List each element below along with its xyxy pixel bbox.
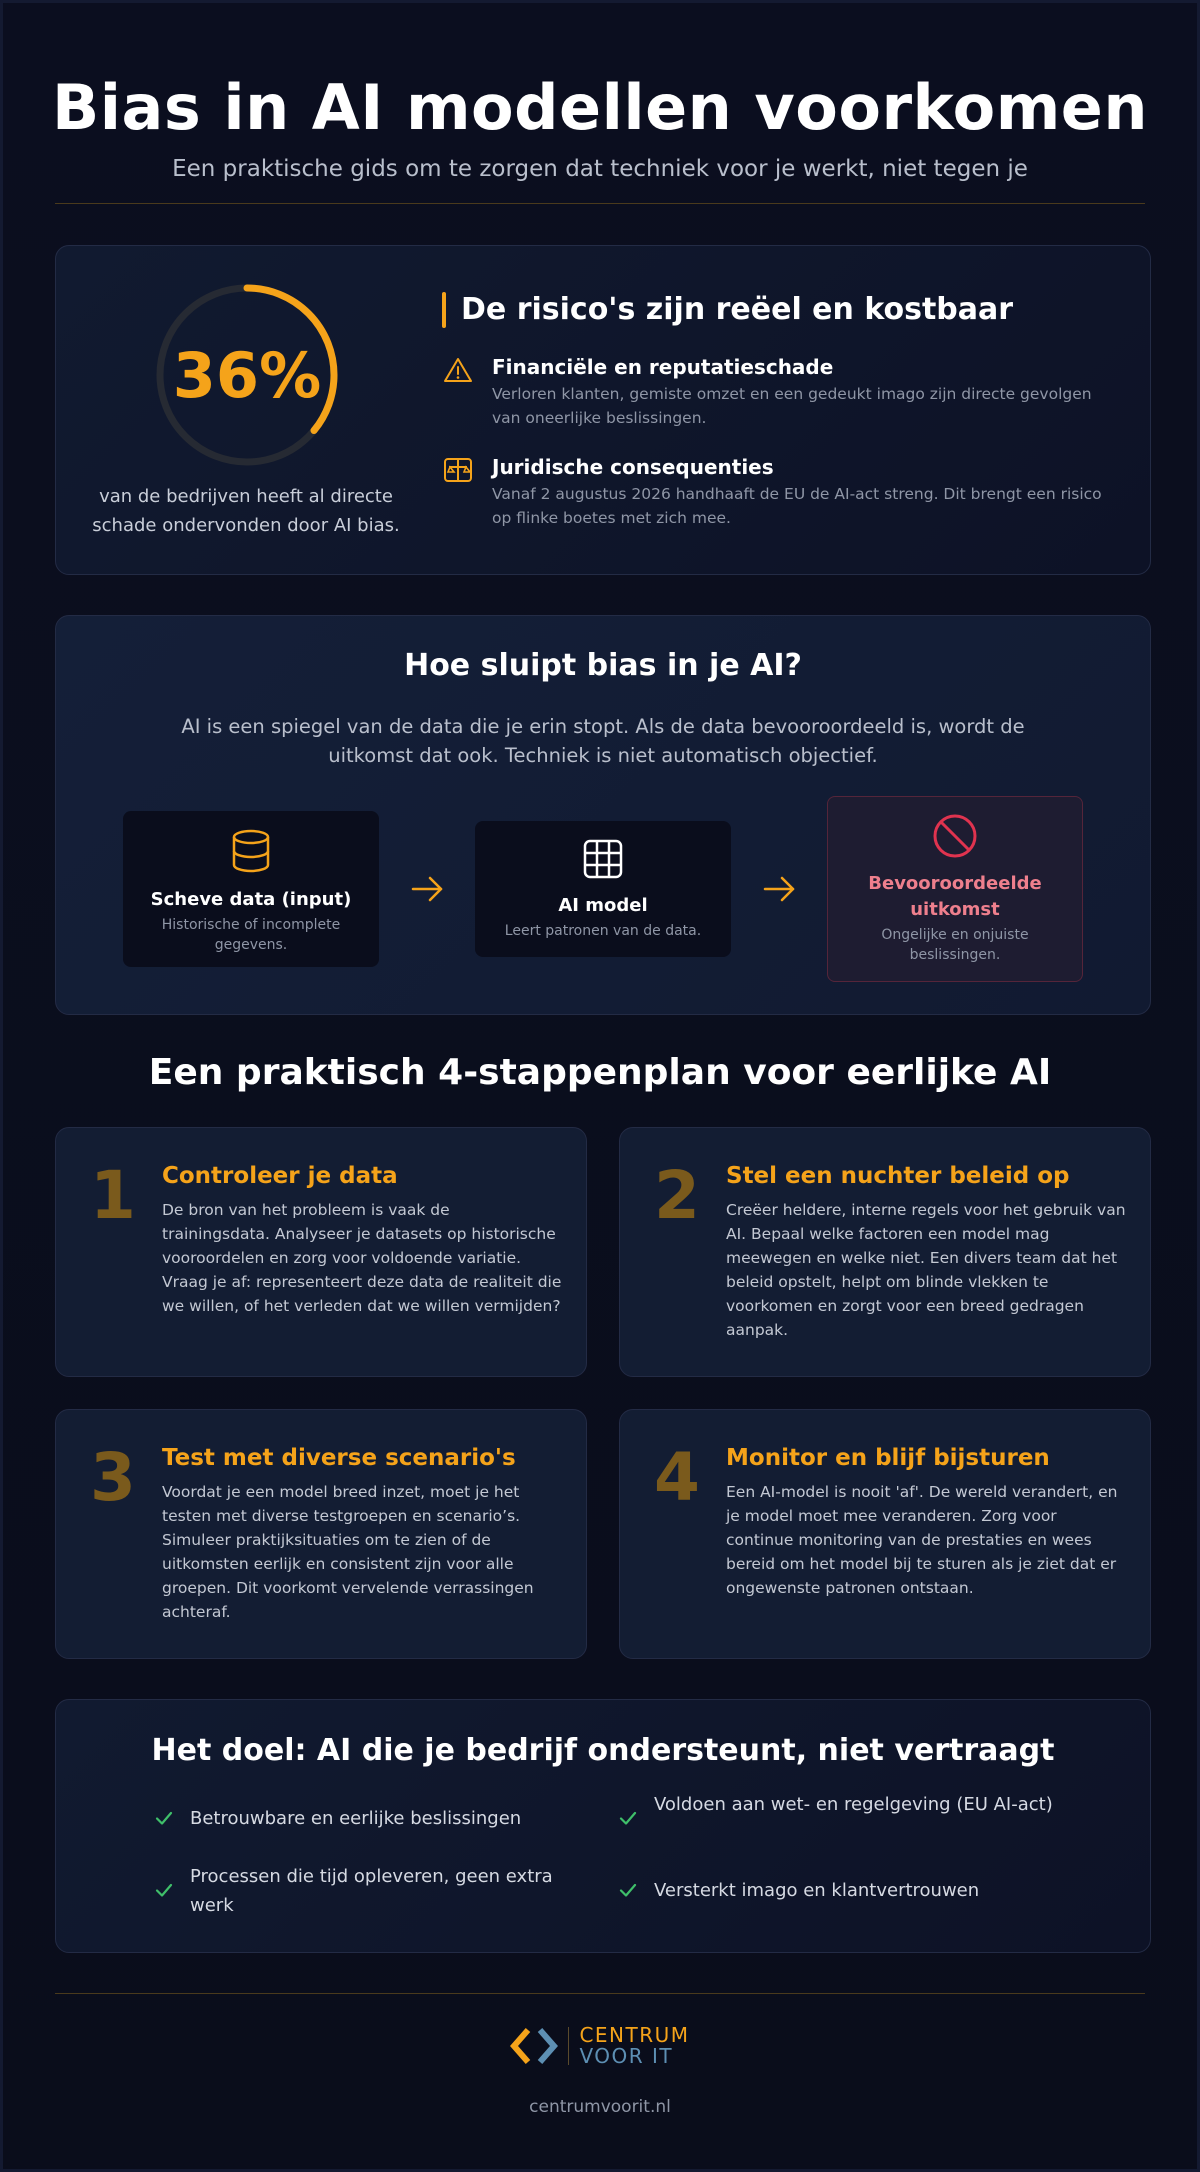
step-title: Test met diverse scenario's bbox=[162, 1445, 516, 1471]
flow-sublabel: Historische of incomplete gegevens. bbox=[161, 917, 341, 953]
flow-sublabel: Ongelijke en onjuiste beslissingen. bbox=[881, 927, 1029, 963]
prohibited-icon bbox=[932, 813, 978, 859]
how-card bbox=[55, 615, 1151, 1015]
goal-item-text: Processen die tijd opleveren, geen extra werk bbox=[190, 1866, 553, 1916]
step-card-2 bbox=[619, 1127, 1151, 1377]
goal-title: Het doel: AI die je bedrijf ondersteunt, niet vertraagt bbox=[151, 1733, 1055, 1768]
step-card-3 bbox=[55, 1409, 587, 1659]
risk-title: De risico's zijn reëel en kostbaar bbox=[461, 292, 1014, 327]
check-icon bbox=[618, 1808, 638, 1828]
risk-item-title: Financiële en reputatieschade bbox=[492, 355, 834, 379]
flow-step-model bbox=[475, 821, 731, 957]
divider bbox=[55, 203, 1145, 204]
check-icon bbox=[154, 1808, 174, 1828]
step-title: Controleer je data bbox=[162, 1163, 398, 1189]
step-number: 2 bbox=[654, 1157, 700, 1234]
flow-label: Bevooroordeelde uitkomst bbox=[868, 873, 1042, 920]
divider bbox=[55, 1993, 1145, 1994]
risk-item-financial bbox=[442, 354, 1122, 427]
stat-value: 36% bbox=[172, 338, 322, 412]
plan-title: Een praktisch 4-stappenplan voor eerlijke AI bbox=[148, 1052, 1052, 1093]
percentage-gauge bbox=[154, 282, 340, 468]
risk-item-legal bbox=[442, 454, 1122, 527]
accent-bar bbox=[442, 292, 446, 328]
step-card-1 bbox=[55, 1127, 587, 1377]
step-number: 4 bbox=[654, 1439, 700, 1516]
warning-icon bbox=[442, 354, 474, 386]
how-title: Hoe sluipt bias in je AI? bbox=[404, 648, 802, 683]
page-subtitle: Een praktische gids om te zorgen dat techniek voor je werkt, niet tegen je bbox=[172, 156, 1028, 182]
step-text: De bron van het probleem is vaak de trainingsdata. Analyseer je datasets op historische vooroordelen en zorg voor voldoende variatie. Vraag je af: representeert deze data de realiteit die we willen, of het verleden dat we willen vermijden? bbox=[162, 1201, 562, 1315]
risk-card bbox=[55, 245, 1151, 575]
stat-caption: van de bedrijven heeft al directe schade ondervonden door AI bias. bbox=[92, 486, 400, 536]
header bbox=[3, 3, 1197, 185]
goal-item bbox=[654, 1790, 1054, 1819]
goal-item-text: Versterkt imago en klantvertrouwen bbox=[654, 1880, 980, 1901]
flow-step-outcome bbox=[827, 796, 1083, 982]
check-icon bbox=[618, 1880, 638, 1900]
arrow-right-icon bbox=[760, 869, 800, 909]
risk-item-title: Juridische consequenties bbox=[492, 455, 774, 479]
company-logo bbox=[3, 2025, 1197, 2070]
flow-label: AI model bbox=[558, 895, 648, 916]
goal-item-text: Voldoen aan wet- en regelgeving (EU AI-act) bbox=[654, 1794, 1053, 1815]
step-title: Monitor en blijf bijsturen bbox=[726, 1445, 1050, 1471]
step-title: Stel een nuchter beleid op bbox=[726, 1163, 1070, 1189]
flow-sublabel: Leert patronen van de data. bbox=[504, 923, 702, 939]
scales-icon bbox=[442, 454, 474, 486]
step-text: Voordat je een model breed inzet, moet je het testen met diverse testgroepen en scenario’s. Simuleer praktijksituaties om te zien of de uitkomsten eerlijk en consistent zijn voor alle groepen. Dit voorkomt vervelende verrassingen achteraf. bbox=[162, 1483, 534, 1621]
risk-item-text: Verloren klanten, gemiste omzet en een gedeukt imago zijn directe gevolgen van oneerlijke beslissingen. bbox=[492, 385, 1092, 427]
goal-item bbox=[190, 1862, 590, 1920]
goal-item bbox=[654, 1876, 1074, 1905]
arrow-right-icon bbox=[408, 869, 448, 909]
step-number: 1 bbox=[90, 1157, 136, 1234]
check-icon bbox=[154, 1880, 174, 1900]
goal-item bbox=[190, 1804, 610, 1833]
flow-step-input bbox=[123, 811, 379, 967]
step-text: Een AI-model is nooit 'af'. De wereld verandert, en je model moet mee veranderen. Zorg voor continue monitoring van de prestaties en wees bereid om het model bij te sturen als je ziet dat er ongewenste patronen ontstaan. bbox=[726, 1483, 1118, 1597]
grid-icon bbox=[583, 839, 623, 879]
step-text: Creëer heldere, interne regels voor het gebruik van AI. Bepaal welke factoren een model mag meewegen en welke niet. Een divers team dat het beleid opstelt, helpt om blinde vlekken te voorkomen en zorgt voor een breed gedragen aanpak. bbox=[726, 1201, 1126, 1339]
how-intro: AI is een spiegel van de data die je erin stopt. Als de data bevooroordeeld is, wordt de uitkomst dat ook. Techniek is niet automatisch objectief. bbox=[181, 715, 1025, 767]
logo-text-line1: CENTRUM bbox=[579, 2023, 690, 2047]
goal-card bbox=[55, 1699, 1151, 1953]
page-title: Bias in AI modellen voorkomen bbox=[52, 71, 1148, 144]
flow-label: Scheve data (input) bbox=[150, 889, 352, 910]
step-card-4 bbox=[619, 1409, 1151, 1659]
database-icon bbox=[231, 829, 271, 873]
footer-url[interactable]: centrumvoorit.nl bbox=[529, 2097, 671, 2117]
step-number: 3 bbox=[90, 1439, 136, 1516]
risk-item-text: Vanaf 2 augustus 2026 handhaaft de EU de AI-act streng. Dit brengt een risico op flinke boetes met zich mee. bbox=[492, 485, 1102, 527]
logo-chevrons-icon bbox=[510, 2026, 562, 2066]
logo-text-line2: VOOR IT bbox=[579, 2044, 674, 2068]
goal-item-text: Betrouwbare en eerlijke beslissingen bbox=[190, 1808, 522, 1829]
